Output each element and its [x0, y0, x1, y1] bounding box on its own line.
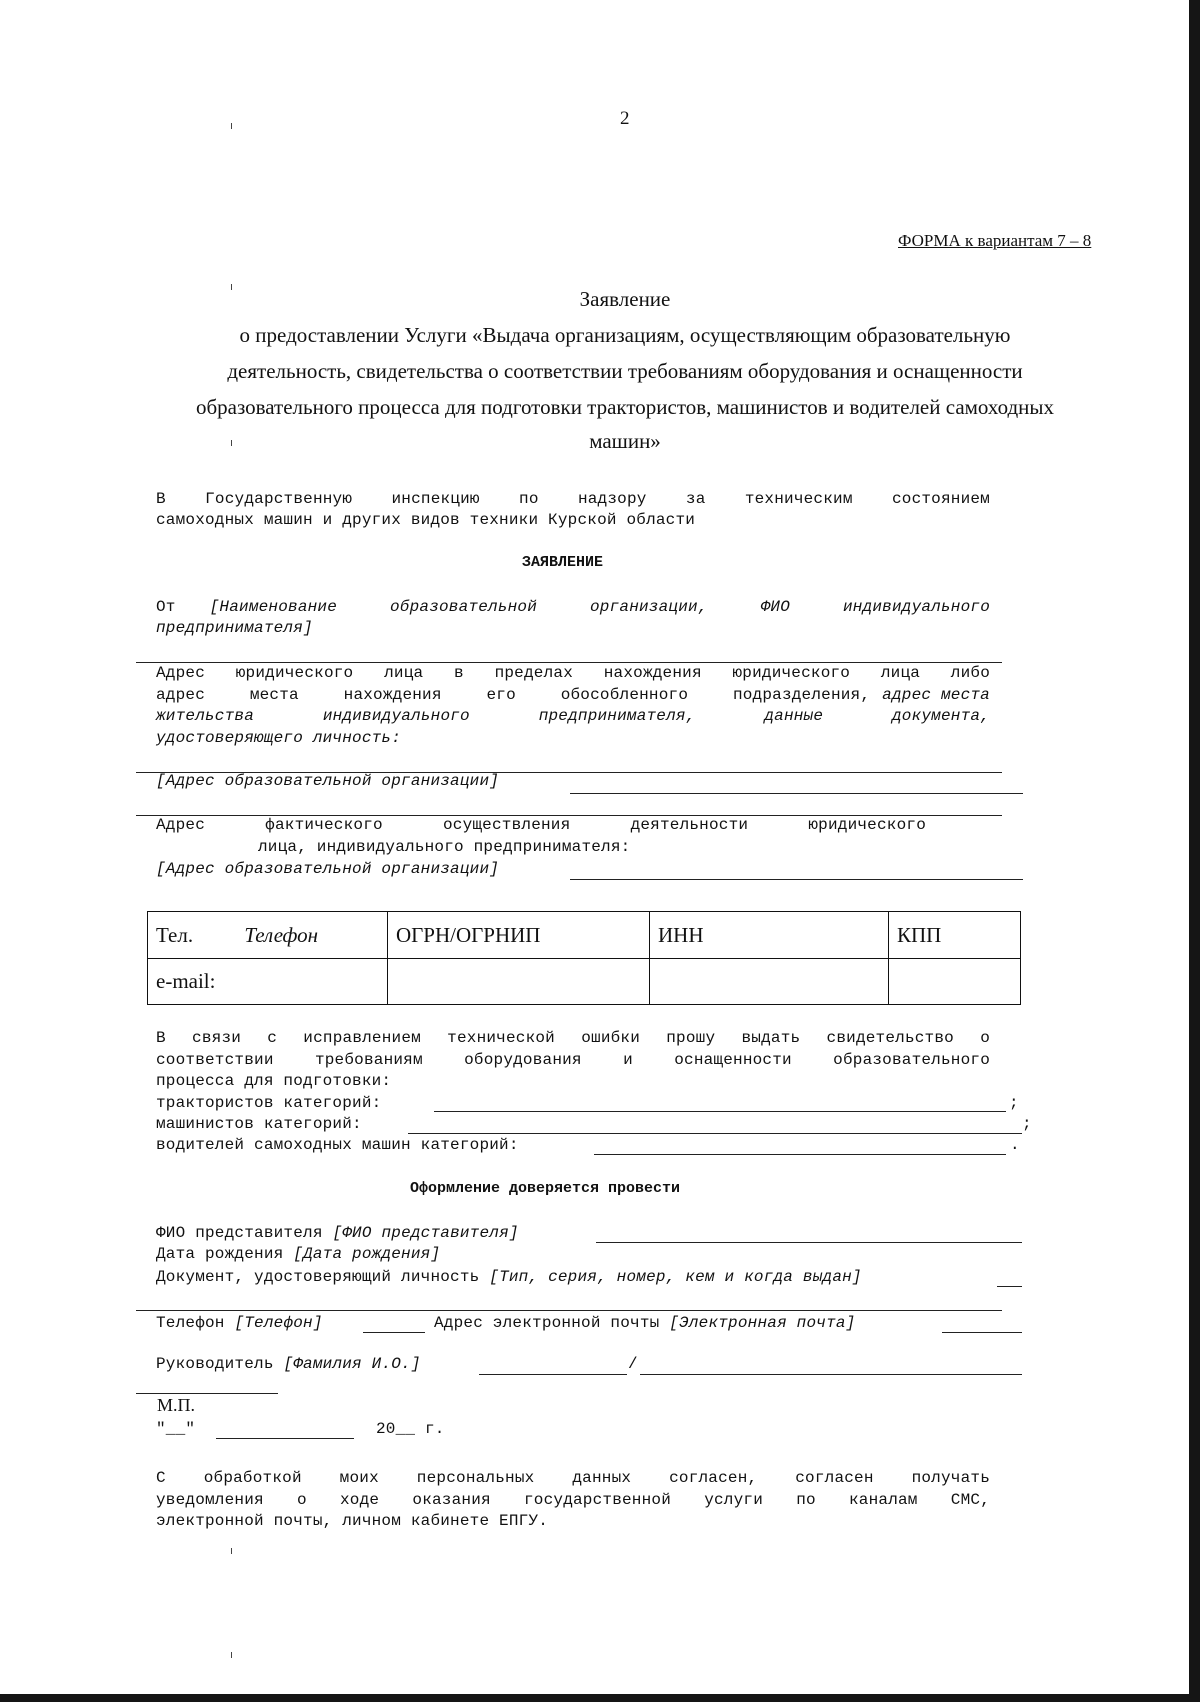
title-line-4: образовательного процесса для подготовки трактористов, машинистов и водителей самоходных	[195, 395, 1055, 419]
date-month-field[interactable]	[216, 1438, 354, 1439]
actual-address-fill-line[interactable]	[570, 879, 1023, 880]
email-cell[interactable]: e-mail:	[148, 959, 388, 1005]
stamp-label: М.П.	[157, 1395, 196, 1415]
scan-border-bottom	[0, 1694, 1200, 1702]
machinist-end: ;	[1022, 1115, 1032, 1133]
machinist-label: машинистов категорий:	[156, 1115, 362, 1133]
legal-address-line-4: удостоверяющего личность:	[156, 729, 402, 747]
legal-address-line-2-plain: адрес места нахождения его обособленного подразделения,	[156, 686, 871, 704]
from-placeholder-2: предпринимателя]	[156, 619, 313, 637]
legal-address-line-2-italic: адрес места	[882, 686, 990, 704]
representative-fio-label: ФИО представителя	[156, 1224, 323, 1242]
legal-address-line-1: Адрес юридического лица в пределах нахождения юридического лица либо	[156, 664, 990, 682]
consent-line-1: С обработкой моих персональных данных согласен, согласен получать	[156, 1469, 990, 1487]
phone-cell[interactable]	[148, 912, 388, 959]
head-name-field[interactable]	[640, 1374, 1022, 1375]
representative-dob-label: Дата рождения	[156, 1245, 284, 1263]
consent-line-2: уведомления о ходе оказания государственной услуги по каналам СМС,	[156, 1491, 990, 1509]
representative-phone-row	[156, 1314, 323, 1332]
title-line-5: машин»	[589, 429, 661, 453]
stamp-rule	[136, 1393, 278, 1394]
driver-label: водителей самоходных машин категорий:	[156, 1136, 519, 1154]
applicant-name-line	[136, 662, 1002, 663]
scan-border-right	[1189, 0, 1200, 1702]
title-line-3: деятельность, свидетельства о соответствии требованиям оборудования и оснащенности	[227, 359, 1023, 383]
date-year: 20__ г.	[376, 1420, 445, 1438]
phone-placeholder: Телефон	[244, 922, 319, 947]
kpp-header: КПП	[889, 912, 1021, 959]
representative-email-label: Адрес электронной почты	[434, 1314, 660, 1332]
legal-address-line-2	[156, 686, 990, 704]
page-number: 2	[620, 108, 630, 129]
representative-dob-row	[156, 1245, 440, 1263]
scan-speck	[231, 123, 232, 129]
representative-doc-rule	[136, 1310, 1002, 1311]
consent-line-3: электронной почты, личном кабинете ЕПГУ.	[156, 1512, 549, 1530]
head-row	[156, 1355, 421, 1373]
representative-email-row	[434, 1314, 855, 1332]
title-line-2: о предоставлении Услуги «Выдача организациям, осуществляющим образовательную	[239, 323, 1011, 347]
title-line-1: Заявление	[579, 287, 671, 311]
form-reference: ФОРМА к вариантам 7 – 8	[898, 231, 1092, 250]
representative-phone-field[interactable]	[363, 1332, 425, 1333]
representative-doc-label: Документ, удостоверяющий личность	[156, 1268, 480, 1286]
from-line	[156, 598, 990, 616]
representative-phone-label: Телефон	[156, 1314, 225, 1332]
representative-doc-row	[156, 1268, 862, 1286]
tractor-categories-field[interactable]	[434, 1111, 1006, 1112]
driver-end: .	[1010, 1136, 1020, 1154]
representative-doc-field[interactable]	[997, 1286, 1022, 1287]
inn-header: ИНН	[650, 912, 889, 959]
addressee-line-2: самоходных машин и других видов техники Курской области	[156, 511, 696, 529]
request-line-1: В связи с исправлением технической ошибки прошу выдать свидетельство о	[156, 1029, 990, 1047]
legal-address-placeholder: [Адрес образовательной организации]	[156, 772, 500, 790]
kpp-value[interactable]	[889, 959, 1021, 1005]
tractor-end: ;	[1009, 1094, 1019, 1112]
ogrn-value[interactable]	[388, 959, 650, 1005]
from-placeholder-1: [Наименование образовательной организации, ФИО индивидуального	[209, 598, 990, 616]
driver-categories-field[interactable]	[594, 1154, 1006, 1155]
actual-address-line-2: лица, индивидуального предпринимателя:	[258, 838, 631, 856]
request-line-3: процесса для подготовки:	[156, 1072, 392, 1090]
scan-speck	[231, 1548, 232, 1554]
contacts-table	[147, 911, 1021, 1005]
ogrn-header: ОГРН/ОГРНИП	[388, 912, 650, 959]
representative-fio-row	[156, 1224, 519, 1242]
representative-email-placeholder: [Электронная почта]	[669, 1314, 856, 1332]
request-line-2: соответствии требованиям оборудования и оснащенности образовательного	[156, 1051, 990, 1069]
head-label: Руководитель	[156, 1355, 274, 1373]
addressee-line-1: В Государственную инспекцию по надзору за техническим состоянием	[156, 490, 990, 508]
legal-address-line-3: жительства индивидуального предпринимателя, данные документа,	[156, 707, 990, 725]
representative-fio-placeholder: [ФИО представителя]	[332, 1224, 519, 1242]
representative-dob-placeholder: [Дата рождения]	[293, 1245, 441, 1263]
phone-label: Тел.	[156, 922, 194, 947]
head-signature-field[interactable]	[479, 1374, 627, 1375]
representative-fio-field[interactable]	[596, 1242, 1022, 1243]
date-quote: "__"	[156, 1420, 196, 1438]
representative-doc-placeholder: [Тип, серия, номер, кем и когда выдан]	[489, 1268, 862, 1286]
delegation-heading: Оформление доверяется провести	[410, 1180, 681, 1197]
actual-address-line-1: Адрес фактического осуществления деятельности юридического	[156, 816, 926, 834]
head-placeholder: [Фамилия И.О.]	[283, 1355, 421, 1373]
representative-phone-placeholder: [Телефон]	[234, 1314, 323, 1332]
from-prefix: От	[156, 598, 176, 616]
legal-address-fill-line[interactable]	[570, 793, 1023, 794]
inn-value[interactable]	[650, 959, 889, 1005]
scan-speck	[231, 1652, 232, 1658]
statement-heading: ЗАЯВЛЕНИЕ	[522, 554, 604, 571]
signature-slash: /	[628, 1355, 638, 1373]
representative-email-field[interactable]	[942, 1332, 1022, 1333]
machinist-categories-field[interactable]	[408, 1133, 1022, 1134]
tractor-label: трактористов категорий:	[156, 1094, 382, 1112]
actual-address-placeholder: [Адрес образовательной организации]	[156, 860, 500, 878]
